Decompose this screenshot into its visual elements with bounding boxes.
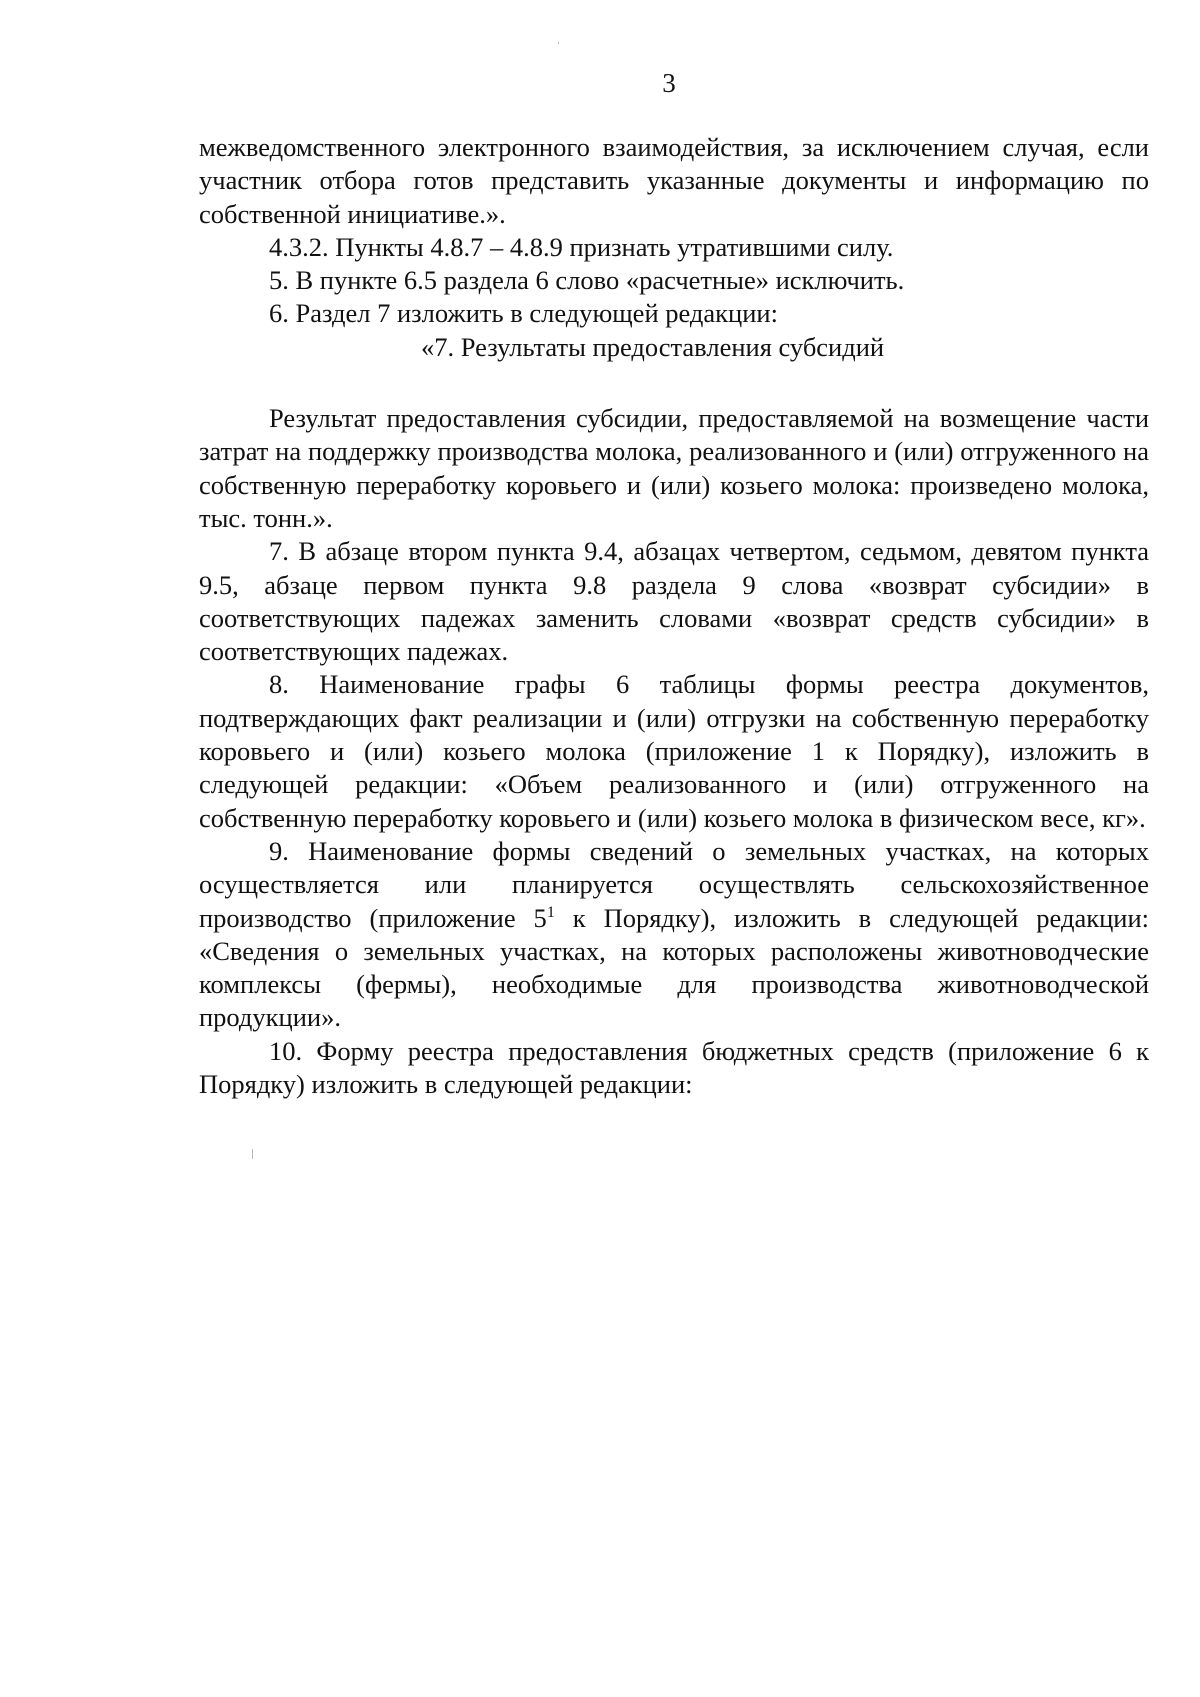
- paragraph-item-7: 7. В абзаце втором пункта 9.4, абзацах четвертом, седьмом, девятом пункта 9.5, абзаце первом пункта 9.8 раздела 9 слова «возврат субсидии» в соответствующих падежах заменить словами «возврат средств субсидии» в соответствующих падежах.: [199, 536, 1149, 667]
- paragraph-item-9-part-1: 9. Наименование формы сведений о земельных участках, на которых осуществляется или планируется осуществлять сельскохозяйственное производство (приложение 5: [199, 835, 1149, 933]
- paragraph-item-10: 10. Форму реестра предоставления бюджетных средств (приложение 6 к Порядку) изложить в следующей редакции:: [199, 1035, 1149, 1100]
- paragraph-item-6: 6. Раздел 7 изложить в следующей редакции:: [269, 298, 778, 329]
- section-heading: «7. Результаты предоставления субсидий: [421, 331, 885, 362]
- paragraph-continuation: межведомственного электронного взаимодействия, за исключением случая, если участник отбора готов представить указанные документы и информацию по собственной инициативе.».: [199, 132, 1149, 229]
- superscript: 1: [546, 903, 555, 921]
- document-body: [199, 131, 1149, 1101]
- paragraph-result: Результат предоставления субсидии, предоставляемой на возмещение части затрат на поддержку производства молока, реализованного и (или) отгруженного на собственную переработку коровьего и (или) козьего молока: произведено молока, тыс. тонн.».: [199, 403, 1149, 533]
- paragraph-item-4-3-2: 4.3.2. Пункты 4.8.7 – 4.8.9 признать утратившими силу.: [269, 231, 894, 262]
- page-number: 3: [662, 68, 676, 98]
- paragraph-item-8: 8. Наименование графы 6 таблицы формы реестра документов, подтверждающих факт реализации и (или) отгрузки на собственную переработку коровьего и (или) козьего молока (приложение 1 к Порядку), изложить в следующей редакции: «Объем реализованного и (или) отгруженного на собственную переработку коровьего и (или) козьего молока в физическом весе, кг».: [199, 669, 1149, 833]
- paragraph-item-9-part-2: к Порядку), изложить в следующей редакции: «Сведения о земельных участках, на которых расположены животноводческие комплексы (фермы), необходимые для производства животноводческой продукции».: [199, 902, 1149, 1033]
- paragraph-item-9: [199, 835, 1149, 1035]
- paragraph-item-5: 5. В пункте 6.5 раздела 6 слово «расчетные» исключить.: [269, 265, 905, 296]
- scan-speck: [252, 1149, 253, 1159]
- scan-speck: [558, 42, 559, 44]
- spacer: [199, 364, 1149, 402]
